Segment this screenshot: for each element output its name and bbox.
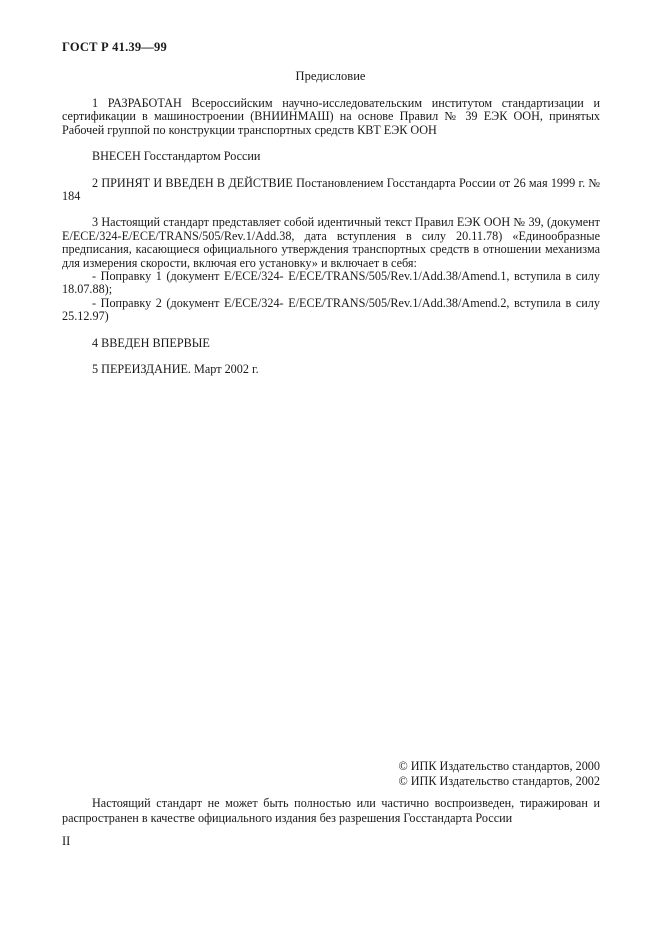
copyright-line-2002: © ИПК Издательство стандартов, 2002 [398,774,600,788]
paragraph-adopted: 2 ПРИНЯТ И ВВЕДЕН В ДЕЙСТВИЕ Постановлением Госстандарта России от 26 мая 1999 г. № 184 [62,175,600,204]
section-title: Предисловие [295,69,366,83]
paragraph-first-introduced: 4 ВВЕДЕН ВПЕРВЫЕ [92,335,210,350]
copyright-block [398,759,600,789]
paragraph-introduced-by: ВНЕСЕН Госстандартом России [92,149,261,164]
paragraph-identical-text: 3 Настоящий стандарт представляет собой идентичный текст Правил ЕЭК ООН № 39, (документ E/ECE/324-E/ECE/TRANS/505/Rev.1/Add.38, дата вступления в силу 20.11.78) «Единообразные предписания, касающиеся официального утверждения транспортных средств в отношении механизма для измерения скорости, включая его установку» и включает в себя: [62,215,600,270]
paragraph-amendment-2: - Поправку 2 (документ E/ECE/324- E/ECE/TRANS/505/Rev.1/Add.38/Amend.2, вступила в силу 25.12.97) [62,295,600,324]
standard-code: ГОСТ Р 41.39—99 [62,40,167,54]
paragraph-developed: 1 РАЗРАБОТАН Всероссийским научно-исследовательским институтом стандартизации и сертификации в машиностроении (ВНИИНМАШ) на основе Правил № 39 ЕЭК ООН, принятых Рабочей группой по конструкции транспортных средств КВТ ЕЭК ООН [62,96,600,137]
reproduction-notice: Настоящий стандарт не может быть полностью или частично воспроизведен, тиражирован и распространен в качестве официального издания без разрешения Госстандарта России [62,796,600,825]
foreword-body [62,97,600,377]
paragraph-amendment-1: - Поправку 1 (документ E/ECE/324- E/ECE/TRANS/505/Rev.1/Add.38/Amend.1, вступила в силу 18.07.88); [62,269,600,297]
copyright-line-2000: © ИПК Издательство стандартов, 2000 [398,759,600,773]
paragraph-reissue: 5 ПЕРЕИЗДАНИЕ. Март 2002 г. [92,362,259,377]
page-number: II [62,834,71,848]
